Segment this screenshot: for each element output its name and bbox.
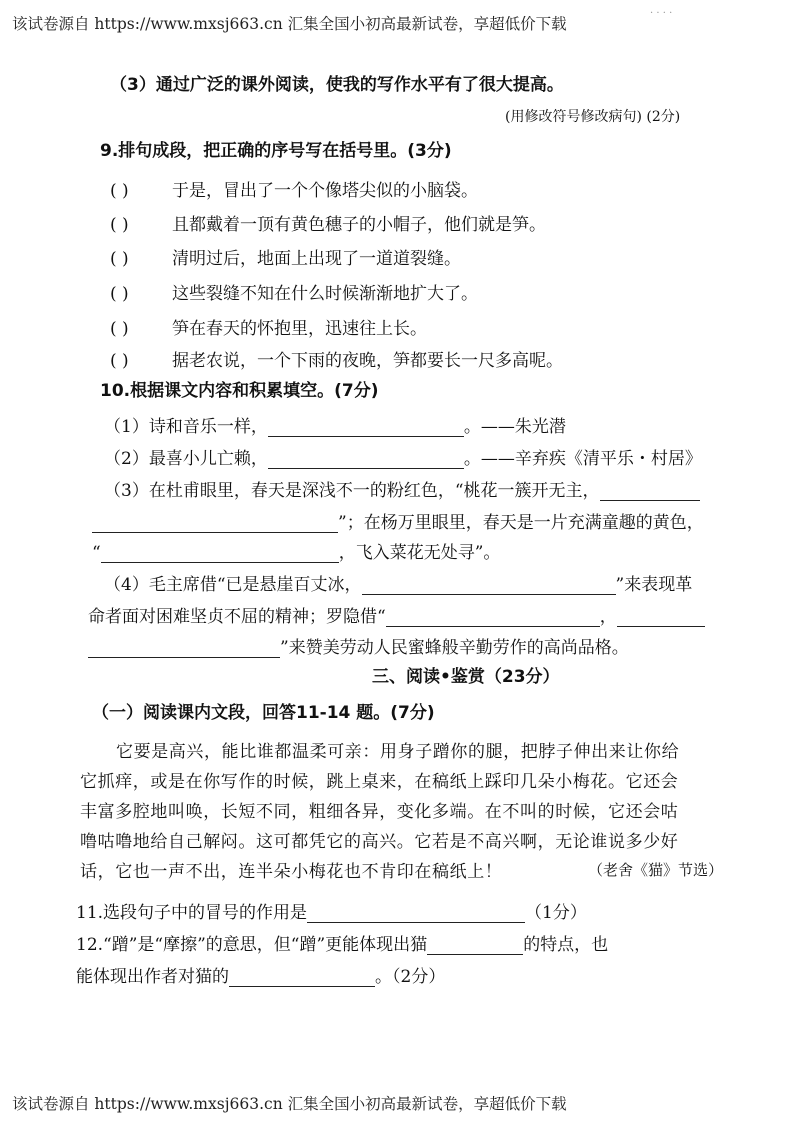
reading-1-title: （一）阅读课内文段，回答11-14 题。(7分) (92, 703, 435, 723)
q9-option-1 (110, 176, 478, 201)
section-3-title: 三、阅读•鉴赏（23分） (372, 667, 560, 687)
answer-paren[interactable]: ( ) (110, 319, 129, 339)
answer-paren[interactable]: ( ) (110, 284, 129, 304)
q10-line-1 (104, 412, 566, 437)
q9-option-text: 据老农说，一个下雨的夜晚，笋都要长一尺多高呢。 (172, 351, 563, 371)
fill-blank[interactable] (101, 544, 339, 563)
q9-option-text: 且都戴着一顶有黄色穗子的小帽子，他们就是笋。 (172, 215, 546, 235)
q10-line-2 (104, 444, 702, 469)
q12-text-2: 能体现出作者对猫的 (76, 967, 229, 987)
fill-blank[interactable] (617, 608, 705, 627)
q12-score: 。（2分） (375, 967, 446, 987)
reading-passage-line: 噜咕噜地给自己解闷。这可都凭它的高兴。它若是不高兴啊，无论谁说多少好 (80, 832, 679, 852)
q10-2-source: 。——辛弃疾《清平乐・村居》 (463, 449, 702, 469)
fill-blank[interactable] (362, 576, 616, 595)
q10-line-4a (104, 570, 692, 595)
q10-4-prompt: （4）毛主席借“已是悬崖百丈冰， (104, 575, 362, 595)
q12-line-2 (76, 962, 445, 987)
comma: ， (599, 607, 617, 627)
q11-prompt: 11.选段句子中的冒号的作用是 (76, 903, 308, 923)
reading-source: （老舍《猫》节选） (588, 861, 724, 879)
q10-2-prompt: （2）最喜小儿亡赖， (104, 449, 268, 469)
q9-option-text: 清明过后，地面上出现了一道道裂缝。 (172, 249, 461, 269)
fill-blank[interactable] (307, 904, 525, 923)
q10-1-prompt: （1）诗和音乐一样， (104, 417, 268, 437)
q9-option-text: 这些裂缝不知在什么时候渐渐地扩大了。 (172, 284, 478, 304)
q10-4-text: ”来表现革 (615, 575, 693, 595)
q9-option-2 (110, 210, 546, 235)
answer-paren[interactable]: ( ) (110, 215, 129, 235)
answer-paren[interactable]: ( ) (110, 181, 129, 201)
q12-text: 的特点，也 (523, 935, 609, 955)
q10-line-4b (88, 602, 705, 627)
fill-blank[interactable] (268, 450, 464, 469)
q10-line-4c (88, 633, 629, 658)
fill-blank[interactable] (600, 482, 700, 501)
q10-3-prompt: （3）在杜甫眼里，春天是深浅不一的粉红色，“桃花一簇开无主， (104, 481, 600, 501)
q10-4-text-2: 命者面对困难坚贞不屈的精神；罗隐借“ (88, 607, 386, 627)
q9-option-6 (110, 346, 563, 371)
fill-blank[interactable] (386, 608, 600, 627)
fill-blank[interactable] (88, 639, 280, 658)
q9-option-5 (110, 314, 427, 339)
q12-line-1 (76, 930, 608, 955)
fill-blank[interactable] (268, 418, 464, 437)
q8-item-3-note: (用修改符号修改病句) (2分) (505, 109, 681, 125)
answer-paren[interactable]: ( ) (110, 351, 129, 371)
q10-3-end: ，飞入菜花无处寻”。 (338, 543, 501, 563)
q9-option-3 (110, 244, 461, 269)
fill-blank[interactable] (229, 968, 375, 987)
fill-blank[interactable] (427, 936, 523, 955)
q9-title: 9.排句成段，把正确的序号写在括号里。(3分) (100, 141, 452, 161)
q8-item-3: （3）通过广泛的课外阅读，使我的写作水平有了很大提高。 (110, 75, 564, 95)
q10-1-source: 。——朱光潜 (463, 417, 566, 437)
reading-passage-line: 丰富多腔地叫唤，长短不同，粗细各异，变化多端。在不叫的时候，它还会咕 (80, 802, 679, 822)
q11-score: （1分） (525, 903, 587, 923)
q10-line-3c (92, 538, 500, 563)
reading-passage-line: 它要是高兴，能比谁都温柔可亲：用身子蹭你的腿，把脖子伸出来让你给 (116, 742, 680, 762)
scan-marks: · · · · (650, 8, 673, 19)
page-header-source: 该试卷源自 https://www.mxsj663.cn 汇集全国小初高最新试卷，享超低价下载 (12, 15, 567, 33)
reading-passage-line: 它抓痒，或是在你写作的时候，跳上桌来，在稿纸上踩印几朵小梅花。它还会 (80, 772, 679, 792)
q9-option-4 (110, 279, 478, 304)
fill-blank[interactable] (92, 514, 338, 533)
q11 (76, 898, 587, 923)
q10-title: 10.根据课文内容和积累填空。(7分) (100, 381, 379, 401)
reading-passage-line: 话，它也一声不出，连半朵小梅花也不肯印在稿纸上！ (80, 862, 503, 882)
q10-line-3b (92, 508, 704, 533)
q9-option-text: 于是，冒出了一个个像塔尖似的小脑袋。 (172, 181, 478, 201)
q10-3-text: ”；在杨万里眼里，春天是一片充满童趣的黄色， (338, 513, 704, 533)
q12-prompt: 12.“蹭”是“摩擦”的意思，但“蹭”更能体现出猫 (76, 935, 428, 955)
answer-paren[interactable]: ( ) (110, 249, 129, 269)
open-quote: “ (92, 543, 101, 563)
q10-4-end: ”来赞美劳动人民蜜蜂般辛勤劳作的高尚品格。 (280, 638, 629, 658)
page-footer-source: 该试卷源自 https://www.mxsj663.cn 汇集全国小初高最新试卷，享超低价下载 (12, 1095, 567, 1113)
q9-option-text: 笋在春天的怀抱里，迅速往上长。 (172, 319, 427, 339)
q10-line-3a (104, 476, 700, 501)
